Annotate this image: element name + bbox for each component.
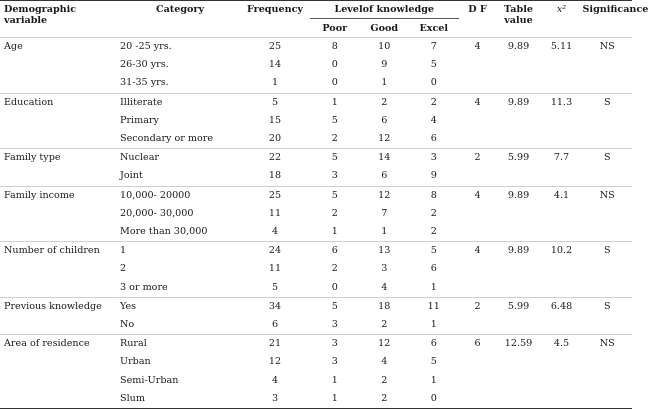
good-count-cell: 12 — [360, 335, 410, 354]
table-value-cell — [497, 74, 541, 93]
poor-count-cell: 0 — [331, 59, 338, 71]
poor-count-cell: 8 — [310, 38, 360, 57]
df-cell: 6 — [459, 335, 497, 354]
df-cell: 4 — [459, 38, 497, 57]
demographic-variable-cell — [0, 316, 114, 335]
poor-count-cell: 1 — [310, 390, 360, 409]
excel-count-cell: 1 — [430, 281, 437, 293]
table-row — [0, 223, 632, 242]
chi-square-cell: 4.1 — [541, 186, 583, 205]
good-count-cell: 18 — [360, 297, 410, 316]
chi-square-cell: 6.48 — [541, 297, 583, 316]
category-cell: Rural — [114, 335, 240, 354]
good-count-cell: 9 — [381, 59, 388, 71]
chi-square-cell — [541, 130, 583, 149]
category-cell: No — [120, 319, 135, 331]
table-value-cell — [497, 260, 541, 278]
poor-count-cell: 5 — [310, 149, 360, 168]
demographic-variable-cell: Number of children — [0, 242, 114, 261]
table-value-cell — [497, 353, 541, 371]
excel-count-cell: 3 — [409, 149, 459, 168]
good-count-cell: 2 — [381, 319, 388, 331]
excel-count-cell: 5 — [430, 59, 437, 71]
chi-square-cell: 5.11 — [541, 38, 583, 57]
header-poor: Poor — [310, 19, 360, 38]
significance-cell: NS — [583, 38, 633, 57]
good-count-cell: 2 — [381, 374, 388, 386]
demographic-variable-cell — [0, 130, 114, 149]
table-header — [0, 0, 648, 38]
significance-cell: S — [583, 297, 633, 316]
table-value-cell — [497, 390, 541, 409]
frequency-cell: 18 — [268, 170, 282, 182]
frequency-cell: 4 — [271, 374, 279, 386]
frequency-cell: 22 — [240, 149, 310, 168]
poor-count-cell: 2 — [331, 207, 338, 219]
significance-cell: S — [583, 242, 633, 261]
good-count-cell: 2 — [360, 93, 410, 112]
frequency-cell: 12 — [268, 356, 282, 368]
frequency-cell: 6 — [271, 319, 279, 331]
table-value-cell — [497, 223, 541, 242]
category-cell: 10,000- 20000 — [114, 186, 240, 205]
frequency-cell: 5 — [271, 281, 279, 293]
table-row — [0, 205, 632, 223]
excel-count-cell: 6 — [430, 263, 437, 275]
frequency-cell: 15 — [268, 114, 282, 126]
excel-count-cell: 8 — [409, 186, 459, 205]
table-value-cell: 12.59 — [497, 335, 541, 354]
frequency-cell: 5 — [240, 93, 310, 112]
table-row — [0, 390, 632, 409]
header-level-of-knowledge: Levelof knowledge — [334, 4, 435, 15]
table-value-cell: 5.99 — [497, 297, 541, 316]
poor-count-cell: 1 — [310, 93, 360, 112]
chi-square-cell — [541, 260, 583, 278]
header-frequency: Frequency — [247, 4, 303, 15]
category-cell: 2 — [120, 263, 127, 275]
category-cell: 1 — [114, 242, 240, 261]
chi-square-cell: 11.3 — [541, 93, 583, 112]
df-cell — [459, 260, 497, 278]
good-count-cell: 12 — [360, 186, 410, 205]
table-row — [0, 297, 632, 316]
table-value-cell: 9.89 — [497, 186, 541, 205]
poor-count-cell: 3 — [331, 319, 338, 331]
excel-count-cell: 2 — [430, 226, 437, 238]
significance-cell — [583, 130, 633, 149]
excel-count-cell: 0 — [409, 390, 459, 409]
category-cell: 31-35 yrs. — [120, 77, 169, 89]
demographic-variable-cell: Family income — [0, 186, 114, 205]
table-row — [0, 242, 632, 261]
good-count-cell: 4 — [381, 356, 388, 368]
header-significance: Significance — [582, 4, 648, 15]
poor-count-cell: 3 — [331, 170, 338, 182]
df-cell: 4 — [459, 93, 497, 112]
chi-square-cell: 7.7 — [541, 149, 583, 168]
frequency-cell: 3 — [240, 390, 310, 409]
frequency-cell: 25 — [240, 38, 310, 57]
chi-square-cell — [541, 223, 583, 242]
excel-count-cell: 5 — [409, 242, 459, 261]
table-value-cell — [497, 205, 541, 223]
frequency-cell: 14 — [268, 59, 282, 71]
category-cell: Yes — [114, 297, 240, 316]
table-row — [0, 335, 632, 354]
table-row — [0, 38, 632, 57]
df-cell: 4 — [459, 242, 497, 261]
excel-count-cell: 5 — [430, 356, 437, 368]
frequency-cell: 21 — [240, 335, 310, 354]
frequency-cell: 24 — [240, 242, 310, 261]
table-row — [0, 149, 632, 168]
table-row — [0, 112, 632, 130]
excel-count-cell: 7 — [409, 38, 459, 57]
table-value-cell — [497, 279, 541, 298]
chi-square-cell — [541, 390, 583, 409]
table-value-cell: 9.89 — [497, 93, 541, 112]
good-count-cell: 6 — [381, 170, 388, 182]
frequency-cell: 11 — [268, 207, 282, 219]
poor-count-cell: 0 — [331, 281, 338, 293]
demographic-variable-cell — [0, 260, 114, 278]
category-cell: 3 or more — [120, 281, 168, 293]
demographic-variable-cell — [0, 74, 114, 93]
good-count-cell: 14 — [360, 149, 410, 168]
table-value-cell — [497, 372, 541, 390]
significance-cell — [583, 223, 633, 242]
significance-cell: NS — [583, 335, 633, 354]
category-cell: Urban — [120, 356, 151, 368]
demographic-variable-cell — [0, 372, 114, 390]
poor-count-cell: 6 — [310, 242, 360, 261]
significance-cell — [583, 316, 633, 335]
table-row — [0, 316, 632, 335]
significance-cell — [583, 56, 633, 74]
table-value-cell — [497, 316, 541, 335]
demographic-variable-cell: Family type — [0, 149, 114, 168]
excel-count-cell: 4 — [430, 114, 437, 126]
df-cell — [459, 112, 497, 130]
df-cell — [459, 205, 497, 223]
header-category: Category — [155, 4, 205, 15]
category-cell: 20 -25 yrs. — [114, 38, 240, 57]
demographic-variable-cell: Previous knowledge — [0, 297, 114, 316]
poor-count-cell: 2 — [331, 263, 338, 275]
table-body — [0, 38, 632, 409]
frequency-cell: 20 — [268, 133, 282, 145]
df-cell: 2 — [459, 149, 497, 168]
table-row — [0, 74, 632, 93]
category-cell: Illiterate — [114, 93, 240, 112]
demographic-variable-cell — [0, 167, 114, 186]
excel-count-cell: 9 — [430, 170, 437, 182]
demographic-variable-cell — [0, 112, 114, 130]
good-count-cell: 13 — [360, 242, 410, 261]
chi-square-cell — [541, 112, 583, 130]
chi-square-cell — [541, 353, 583, 371]
category-cell: Primary — [120, 114, 159, 126]
poor-count-cell: 1 — [331, 374, 338, 386]
table-value-cell — [497, 112, 541, 130]
header-excel: Excel — [409, 19, 459, 38]
chi-square-cell — [541, 372, 583, 390]
poor-count-cell: 2 — [331, 133, 338, 145]
poor-count-cell: 1 — [331, 226, 338, 238]
poor-count-cell: 3 — [310, 335, 360, 354]
frequency-cell: 4 — [271, 226, 279, 238]
good-count-cell: 12 — [378, 133, 391, 145]
demographic-variable-cell — [0, 56, 114, 74]
category-cell: Slum — [114, 390, 240, 409]
header-table-value: Table value — [504, 4, 533, 26]
good-count-cell: 6 — [381, 114, 388, 126]
demographic-variable-cell — [0, 223, 114, 242]
frequency-cell: 25 — [240, 186, 310, 205]
df-cell — [459, 56, 497, 74]
frequency-cell: 1 — [271, 77, 279, 89]
table-row — [0, 130, 632, 149]
frequency-cell: 11 — [268, 263, 282, 275]
category-cell: 20,000- 30,000 — [120, 207, 194, 219]
good-count-cell: 2 — [360, 390, 410, 409]
df-cell — [459, 353, 497, 371]
category-cell: Secondary or more — [120, 133, 214, 145]
table-value-cell — [497, 167, 541, 186]
excel-count-cell: 2 — [430, 207, 437, 219]
category-cell: 26-30 yrs. — [120, 59, 169, 71]
table-row — [0, 56, 632, 74]
significance-cell — [583, 205, 633, 223]
chi-square-cell: 4.5 — [541, 335, 583, 354]
excel-count-cell: 1 — [430, 319, 437, 331]
excel-count-cell: 6 — [430, 133, 437, 145]
table-value-cell: 9.89 — [497, 38, 541, 57]
frequency-cell: 34 — [240, 297, 310, 316]
df-cell — [459, 372, 497, 390]
df-cell: 4 — [459, 186, 497, 205]
table-row — [0, 167, 632, 186]
poor-count-cell: 5 — [310, 186, 360, 205]
excel-count-cell: 0 — [430, 77, 437, 89]
table-row — [0, 372, 632, 390]
excel-count-cell: 2 — [409, 93, 459, 112]
table-row — [0, 279, 632, 298]
header-chi-square: x² — [556, 4, 567, 15]
significance-cell — [583, 353, 633, 371]
chi-square-cell: 10.2 — [541, 242, 583, 261]
poor-count-cell: 5 — [331, 114, 338, 126]
significance-cell — [583, 279, 633, 298]
table-row — [0, 186, 632, 205]
table-value-cell — [497, 56, 541, 74]
good-count-cell: 10 — [360, 38, 410, 57]
table-value-cell — [497, 130, 541, 149]
demographic-variable-cell: Age — [0, 38, 114, 57]
demographic-variable-cell: Area of residence — [0, 335, 114, 354]
df-cell — [459, 74, 497, 93]
header-df: D F — [468, 4, 487, 15]
demographic-variable-cell — [0, 279, 114, 298]
good-count-cell: 3 — [381, 263, 388, 275]
poor-count-cell: 5 — [310, 297, 360, 316]
chi-square-cell — [541, 316, 583, 335]
chi-square-cell — [541, 74, 583, 93]
excel-count-cell: 1 — [430, 374, 437, 386]
significance-cell — [583, 112, 633, 130]
excel-count-cell: 6 — [409, 335, 459, 354]
significance-cell: S — [583, 93, 633, 112]
df-cell — [459, 316, 497, 335]
poor-count-cell: 0 — [331, 77, 338, 89]
good-count-cell: 1 — [381, 226, 388, 238]
df-cell — [459, 130, 497, 149]
chi-square-cell — [541, 205, 583, 223]
demographic-variable-cell — [0, 205, 114, 223]
chi-square-cell — [541, 56, 583, 74]
header-good: Good — [360, 19, 410, 38]
demographic-variable-cell — [0, 353, 114, 371]
header-demographic-variable: Demographic variable — [4, 4, 77, 26]
excel-count-cell: 11 — [409, 297, 459, 316]
table-row — [0, 353, 632, 371]
table-row — [0, 260, 632, 278]
df-cell: 2 — [459, 297, 497, 316]
category-cell: More than 30,000 — [120, 226, 208, 238]
demographic-variable-cell — [0, 390, 114, 409]
table-value-cell: 9.89 — [497, 242, 541, 261]
good-count-cell: 4 — [381, 281, 388, 293]
chi-square-cell — [541, 279, 583, 298]
df-cell — [459, 279, 497, 298]
demographic-variable-cell: Education — [0, 93, 114, 112]
df-cell — [459, 167, 497, 186]
table-value-cell: 5.99 — [497, 149, 541, 168]
good-count-cell: 7 — [381, 207, 388, 219]
significance-cell — [583, 167, 633, 186]
table-row — [0, 93, 632, 112]
significance-cell: NS — [583, 186, 633, 205]
category-cell: Semi-Urban — [120, 374, 179, 386]
df-cell — [459, 223, 497, 242]
significance-cell — [583, 390, 633, 409]
category-cell: Nuclear — [114, 149, 240, 168]
significance-cell: S — [583, 149, 633, 168]
good-count-cell: 1 — [381, 77, 388, 89]
significance-cell — [583, 372, 633, 390]
chi-square-cell — [541, 167, 583, 186]
df-cell — [459, 390, 497, 409]
poor-count-cell: 3 — [331, 356, 338, 368]
significance-cell — [583, 74, 633, 93]
category-cell: Joint — [120, 170, 143, 182]
significance-cell — [583, 260, 633, 278]
